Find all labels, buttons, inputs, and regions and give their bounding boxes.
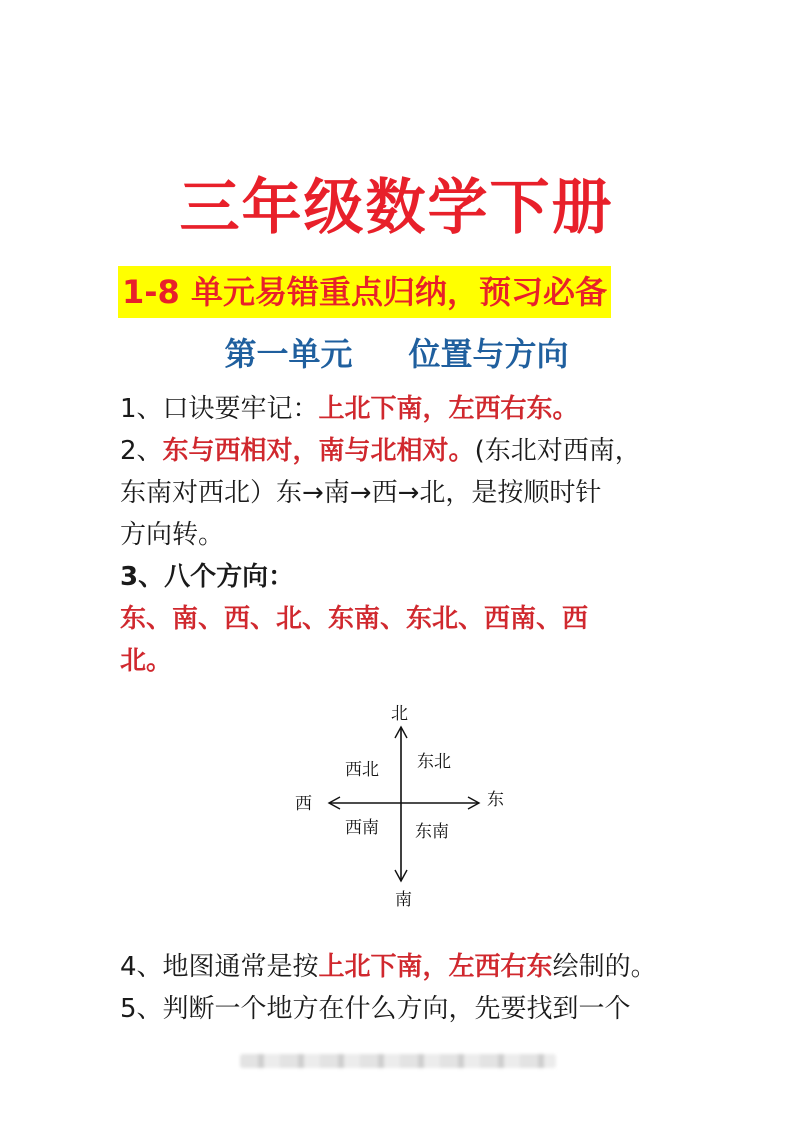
item-5: 5、判断一个地方在什么方向，先要找到一个 — [120, 994, 631, 1024]
item-4 — [120, 946, 720, 988]
document-title: 三年级数学下册 — [179, 173, 614, 243]
section-unit: 第一单元 — [224, 335, 353, 373]
item-1-highlight: 上北下南，左西右东。 — [318, 394, 579, 424]
item-3-heading: 3、八个方向： — [120, 562, 295, 592]
item-2-line-1 — [120, 430, 720, 472]
section-topic: 位置与方向 — [408, 335, 569, 373]
item-2-highlight: 东与西相对，南与北相对。 — [162, 436, 475, 466]
item-1 — [120, 388, 720, 430]
item-2-rest-2: 东南对西北）东→南→西→北，是按顺时针 — [120, 478, 602, 508]
item-3-directions-line-1: 东、南、西、北、东南、东北、西南、西 — [120, 604, 589, 634]
label-northwest: 西北 — [345, 760, 379, 780]
label-east: 东 — [487, 790, 504, 810]
item-4-highlight: 上北下南，左西右东 — [318, 952, 553, 982]
item-2-line-2 — [120, 472, 720, 514]
item-2-line-3 — [120, 514, 720, 556]
item-2-rest-3: 方向转。 — [120, 520, 225, 550]
label-north: 北 — [391, 704, 408, 724]
item-1-prefix: 1、口诀要牢记： — [120, 394, 319, 424]
subtitle-banner — [118, 266, 611, 318]
label-southwest: 西南 — [345, 818, 379, 838]
subtitle-text: 1-8 单元易错重点归纳，预习必备 — [118, 266, 611, 318]
item-4-prefix: 4、地图通常是按 — [120, 952, 319, 982]
item-2-prefix: 2、 — [120, 436, 163, 466]
compass-diagram — [285, 695, 515, 915]
label-south: 南 — [395, 890, 412, 910]
label-northeast: 东北 — [417, 752, 451, 772]
label-southeast: 东南 — [415, 822, 449, 842]
item-2-rest-1: (东北对西南， — [474, 436, 641, 466]
blurred-watermark-bar — [240, 1054, 556, 1068]
section-heading — [0, 330, 793, 378]
label-west: 西 — [295, 794, 312, 814]
item-4-suffix: 绘制的。 — [552, 952, 657, 982]
item-3-directions-line-2: 北。 — [120, 646, 173, 676]
